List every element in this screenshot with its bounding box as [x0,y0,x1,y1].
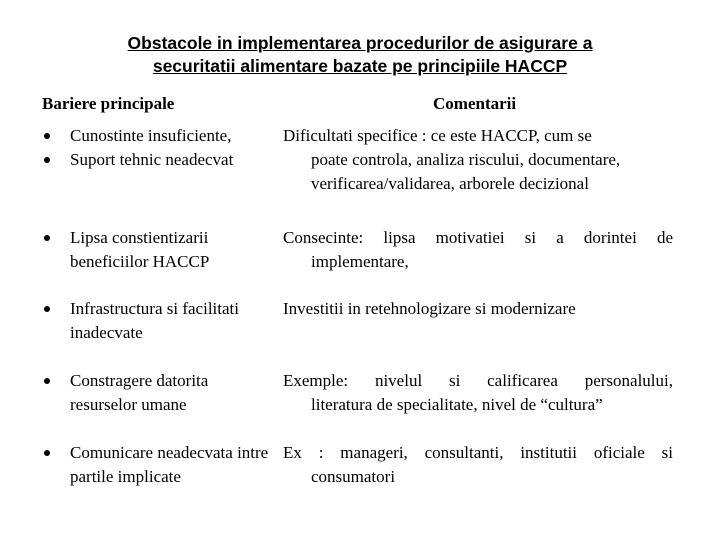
slide-title [40,32,680,78]
comment-line: Investitii in retehnologizare si modernizare [283,299,576,318]
barrier-item [42,148,282,172]
bullet-icon [44,306,50,312]
barrier-item [42,441,270,489]
bullet-icon [44,157,50,163]
slide-title-line-1: Obstacole in implementarea procedurilor de asigurare a [127,33,593,53]
comment-group-2 [283,226,673,274]
comment-line: Consecinte: lipsa motivatiei si a dorintei de [283,228,673,247]
comment-line: Dificultati specifice : ce este HACCP, cum se [283,126,592,145]
comment-line: literatura de specialitate, nivel de “cultura” [311,395,603,414]
comment-group-4 [283,369,673,417]
bullet-icon [44,235,50,241]
barrier-item [42,297,287,345]
slide-title-line-2: securitatii alimentare bazate pe principiile HACCP [152,56,568,76]
barrier-group-4 [42,369,242,417]
comment-line: verificarea/validarea, arborele decizional [311,174,589,193]
barrier-group-5 [42,441,270,489]
bullet-icon [44,450,50,456]
header-comments: Comentarii [433,94,517,113]
barrier-text: Suport tehnic neadecvat [70,150,234,169]
comment-line: Ex : manageri, consultanti, institutii oficiale si [283,443,673,462]
comment-line: Exemple: nivelul si calificarea personalului, [283,371,673,390]
comment-line: poate controla, analiza riscului, documentare, [311,150,621,169]
barrier-group-1 [42,124,282,172]
barrier-item [42,369,242,417]
comment-group-3 [283,297,673,321]
barrier-text: Constragere datorita resurselor umane [70,371,209,414]
bullet-icon [44,378,50,384]
barrier-item [42,124,282,148]
comment-line: consumatori [311,467,396,486]
comment-group-1 [283,124,673,196]
comment-line: implementare, [311,252,409,271]
barrier-group-2 [42,226,254,274]
barrier-text: Cunostinte insuficiente, [70,126,232,145]
barrier-text: Infrastructura si facilitati inadecvate [70,299,239,342]
barrier-group-3 [42,297,287,345]
barrier-text: Comunicare neadecvata intre partile implicate [70,443,269,486]
barrier-text: Lipsa constientizarii beneficiilor HACCP [70,228,210,271]
comment-group-5 [283,441,673,489]
barrier-item [42,226,254,274]
bullet-icon [44,133,50,139]
header-barriers: Bariere principale [42,94,175,113]
